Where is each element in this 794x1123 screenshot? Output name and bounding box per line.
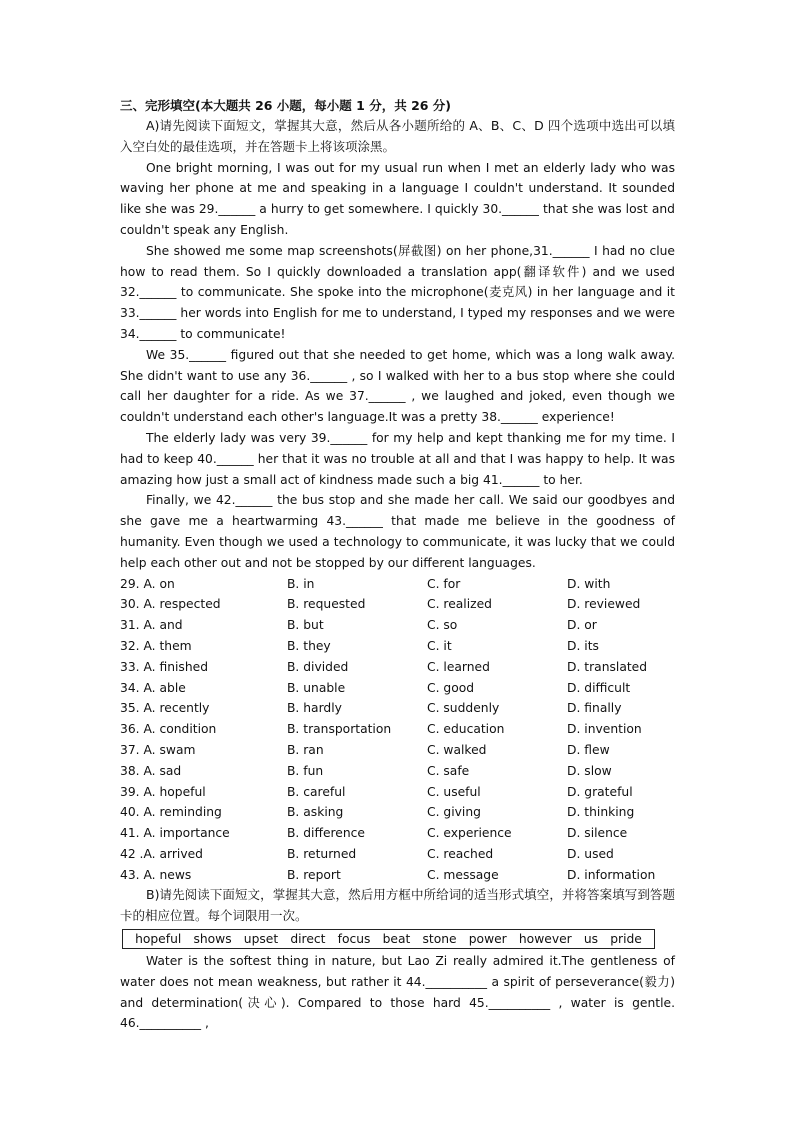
word-box-item: stone (422, 932, 457, 947)
passage-a-paragraph: We 35.______ figured out that she needed to get home, which was a long walk away. She didn't want to use any 36.______ , so I walked with her to a bus stop where she could call her daughter for a ride. As we 37.______ , we laughed and joked, even though we couldn't understand each other's language.It was a pretty 38.______ experience! (120, 347, 675, 425)
exam-page (120, 96, 675, 1034)
option-row (120, 594, 675, 615)
option-c: C. suddenly (427, 701, 500, 716)
option-c: C. so (427, 618, 458, 633)
option-b: B. in (287, 576, 315, 591)
option-row (120, 823, 675, 844)
word-box (122, 929, 655, 949)
option-b: B. they (287, 638, 331, 653)
word-box-item: hopeful (135, 932, 182, 947)
word-box-item: upset (243, 932, 279, 947)
option-d: D. flew (567, 742, 610, 757)
word-box-item: however (518, 932, 572, 947)
option-c: C. reached (427, 846, 494, 861)
option-c: C. giving (427, 805, 481, 820)
option-d: D. information (567, 867, 656, 882)
option-b: B. careful (287, 784, 346, 799)
option-d: D. invention (567, 722, 642, 737)
option-row (120, 719, 675, 740)
option-d: D. slow (567, 763, 612, 778)
option-b: B. ran (287, 742, 324, 757)
option-a: 42 .A. arrived (120, 846, 203, 861)
option-b: B. returned (287, 846, 357, 861)
option-c: C. education (427, 722, 505, 737)
option-row (120, 678, 675, 699)
option-c: C. it (427, 638, 452, 653)
option-c: C. good (427, 680, 475, 695)
option-a: 31. A. and (120, 618, 183, 633)
word-box-item: power (468, 932, 507, 947)
option-b: B. unable (287, 680, 346, 695)
option-row (120, 636, 675, 657)
option-b: B. report (287, 867, 341, 882)
option-a: 39. A. hopeful (120, 784, 206, 799)
word-box-item: us (583, 932, 599, 947)
option-d: D. grateful (567, 784, 633, 799)
word-box-item: pride (610, 932, 642, 947)
option-a: 41. A. importance (120, 826, 230, 841)
option-a: 36. A. condition (120, 722, 217, 737)
passage-a-paragraph: She showed me some map screenshots(屏截图) on her phone,31.______ I had no clue how to read them. So I quickly downloaded a translation app(翻译软件) and we used 32.______ to communicate. She spoke into the microphone(麦克风) in her language and it 33.______ her words into English for me to understand, I typed my responses and we were 34.______ to communicate! (120, 243, 675, 341)
option-d: D. or (567, 618, 597, 633)
option-row (120, 615, 675, 636)
part-a-instruction: A)请先阅读下面短文，掌握其大意，然后从各小题所给的 A、B、C、D 四个选项中选出可以填入空白处的最佳选项，并在答题卡上将该项涂黑。 (120, 118, 675, 154)
option-row (120, 761, 675, 782)
option-b: B. requested (287, 597, 366, 612)
part-b-instruction: B)请先阅读下面短文，掌握其大意，然后用方框中所给词的适当形式填空，并将答案填写到答题卡的相应位置。每个词限用一次。 (120, 887, 675, 924)
option-d: D. finally (567, 701, 622, 716)
word-box-item: shows (193, 932, 232, 947)
word-box-item: focus (337, 932, 371, 947)
option-a: 37. A. swam (120, 742, 196, 757)
option-b: B. asking (287, 805, 344, 820)
option-c: C. message (427, 867, 499, 882)
option-a: 33. A. finished (120, 659, 209, 674)
passage-a-paragraph: Finally, we 42.______ the bus stop and she made her call. We said our goodbyes and she gave me a heartwarming 43.______ that made me believe in the goodness of humanity. Even though we used a technology to communicate, it was lucky that we could help each other out and not be stopped by our different languages. (120, 493, 675, 570)
passage-a-paragraph: One bright morning, I was out for my usual run when I met an elderly lady who was waving her phone at me and speaking in a language I couldn't understand. It sounded like she was 29.______ a hurry to get somewhere. I quickly 30.______ that she was lost and couldn't speak any English. (120, 160, 675, 237)
option-a: 32. A. them (120, 638, 192, 653)
option-d: D. translated (567, 659, 648, 674)
option-c: C. safe (427, 763, 470, 778)
option-d: D. reviewed (567, 597, 641, 612)
option-d: D. its (567, 638, 599, 653)
option-b: B. difference (287, 826, 365, 841)
option-c: C. learned (427, 659, 490, 674)
option-a: 34. A. able (120, 680, 186, 695)
option-row (120, 844, 675, 865)
passage-a (120, 158, 675, 574)
option-row (120, 782, 675, 803)
option-d: D. thinking (567, 805, 635, 820)
option-c: C. experience (427, 826, 512, 841)
option-d: D. silence (567, 826, 628, 841)
option-a: 35. A. recently (120, 701, 210, 716)
passage-b-paragraph: Water is the softest thing in nature, but Lao Zi really admired it.The gentleness of water does not mean weakness, but rather it 44.__________ a spirit of perseverance(毅力) and determination(决心). Compared to those hard 45.__________ , water is gentle. 46.__________ , (120, 954, 675, 1031)
option-row (120, 657, 675, 678)
option-row (120, 865, 675, 886)
option-b: B. but (287, 618, 324, 633)
option-c: C. realized (427, 597, 492, 612)
option-c: C. useful (427, 784, 481, 799)
option-c: C. for (427, 576, 461, 591)
option-a: 38. A. sad (120, 763, 182, 778)
option-b: B. divided (287, 659, 349, 674)
option-d: D. with (567, 576, 611, 591)
answer-options (120, 574, 675, 886)
option-b: B. transportation (287, 722, 392, 737)
section-title: 三、完形填空(本大题共 26 小题，每小题 1 分，共 26 分) (120, 98, 452, 113)
option-row (120, 802, 675, 823)
option-row (120, 574, 675, 595)
option-row (120, 698, 675, 719)
option-a: 43. A. news (120, 867, 192, 882)
word-box-item: direct (290, 932, 326, 947)
option-d: D. used (567, 846, 614, 861)
passage-a-paragraph: The elderly lady was very 39.______ for my help and kept thanking me for my time. I had to keep 40.______ her that it was no trouble at all and that I was happy to help. It was amazing how just a small act of kindness made such a big 41.______ to her. (120, 430, 675, 487)
option-a: 29. A. on (120, 576, 175, 591)
option-b: B. fun (287, 763, 324, 778)
option-b: B. hardly (287, 701, 342, 716)
option-a: 30. A. respected (120, 597, 221, 612)
option-d: D. difficult (567, 680, 631, 695)
option-c: C. walked (427, 742, 487, 757)
option-row (120, 740, 675, 761)
option-a: 40. A. reminding (120, 805, 222, 820)
word-box-item: beat (382, 932, 411, 947)
